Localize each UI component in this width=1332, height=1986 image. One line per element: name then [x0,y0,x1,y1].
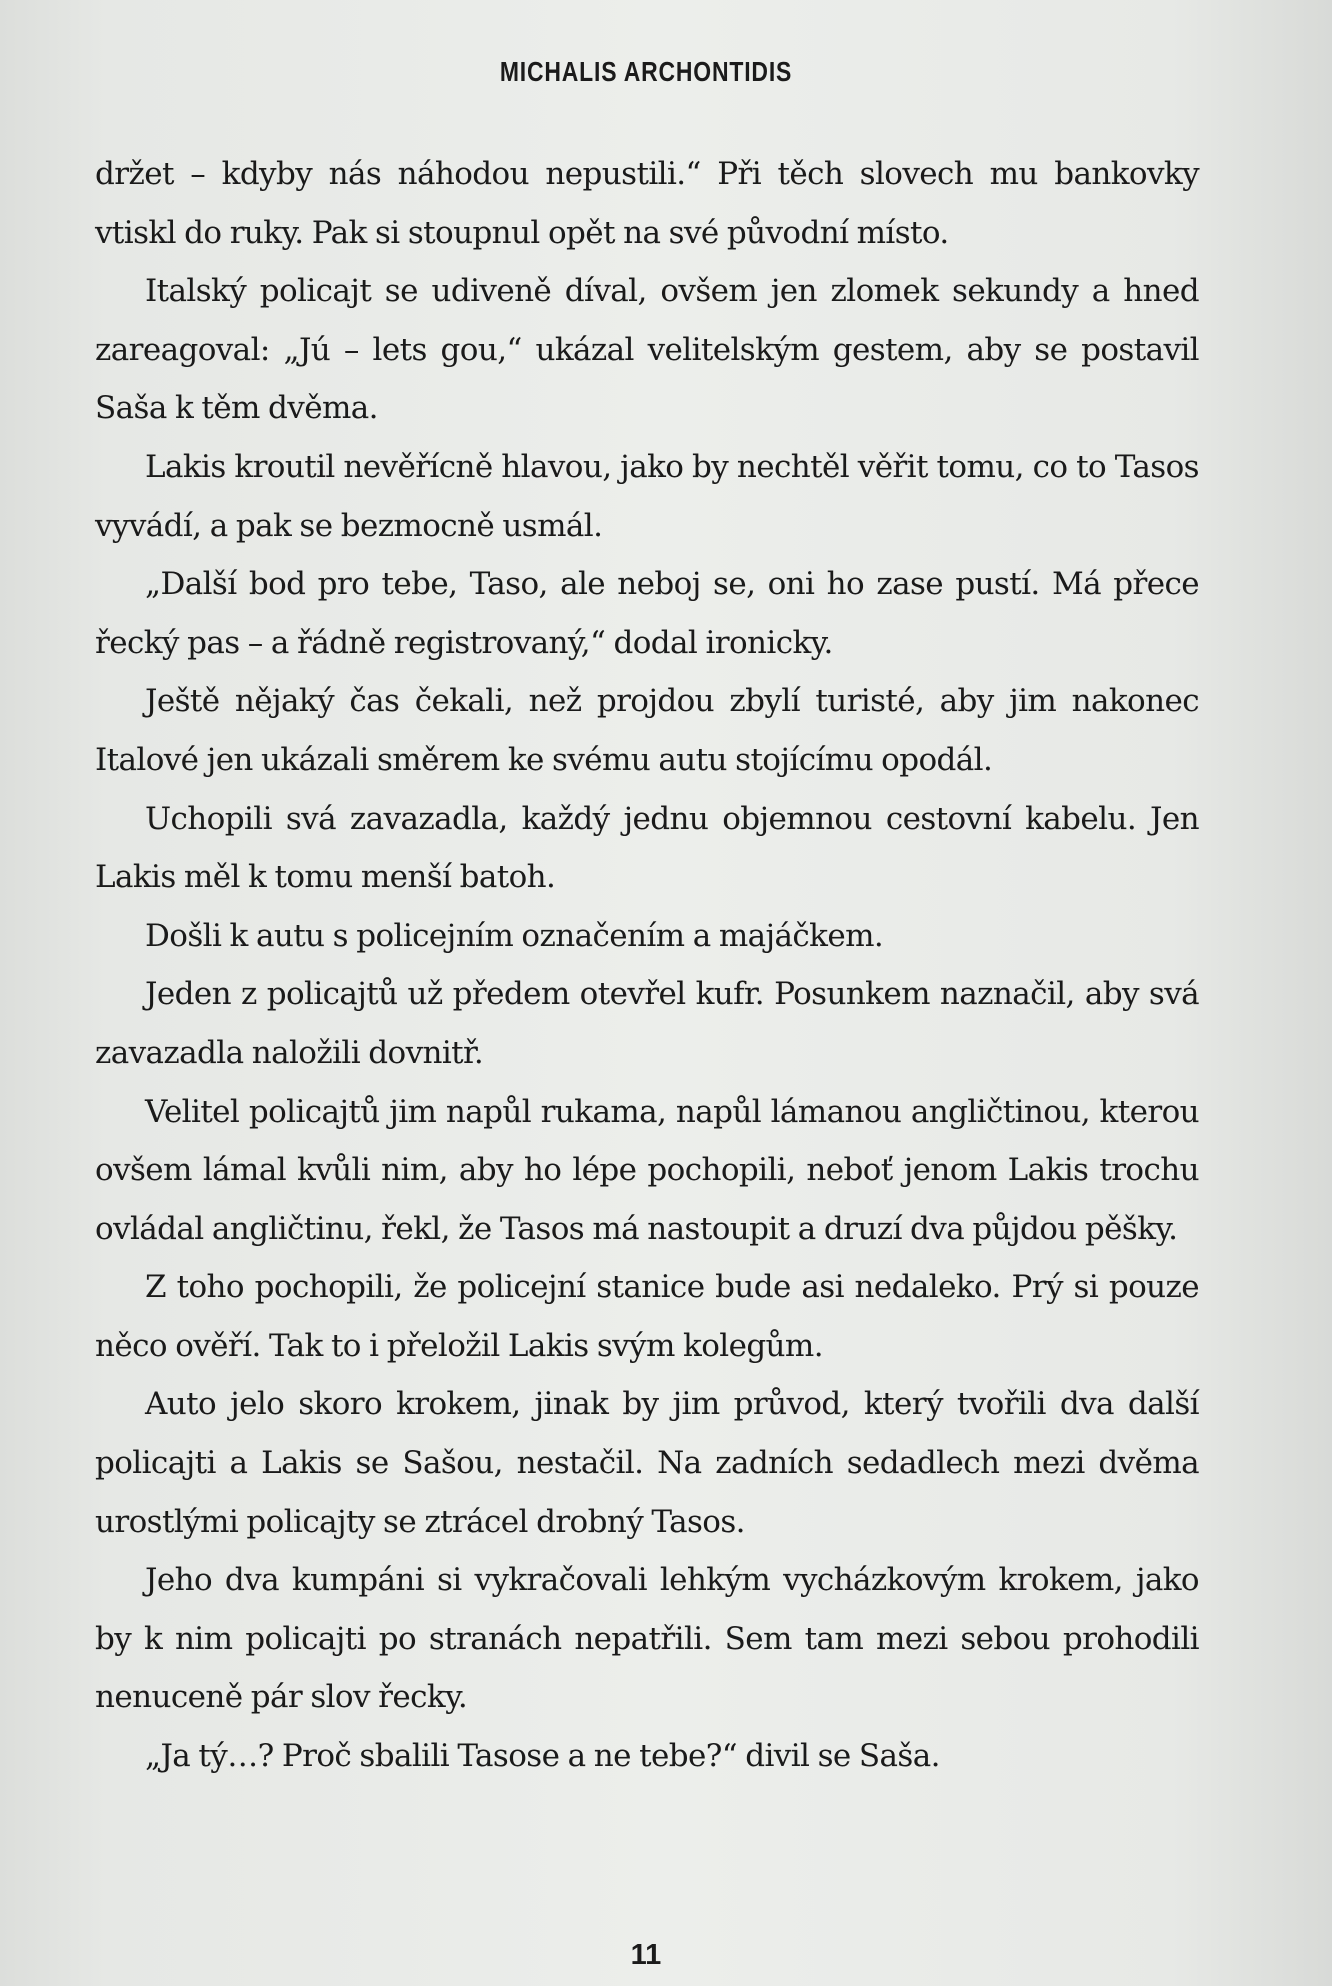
paragraph-10: Z toho pochopili, že policejní stanice bude asi nedaleko. Prý si pouze něco ověří. Tak to i přeložil Lakis svým kolegům. [95,1269,1199,1364]
paragraph-12: Jeho dva kumpáni si vykračovali lehkým vycházkovým krokem, jako by k nim policajti po stranách nepatřili. Sem tam mezi sebou prohodili nenuceně pár slov řecky. [95,1562,1199,1716]
paragraph-5: Ještě nějaký čas čekali, než projdou zbylí turisté, aby jim nakonec Italové jen ukázali směrem ke svému autu stojícímu opodál. [95,683,1199,778]
paragraph-4: „Další bod pro tebe, Taso, ale neboj se, oni ho zase pustí. Má přece řecký pas – a řádně registrovaný,“ dodal ironicky. [95,566,1199,661]
body-text [95,145,1199,1786]
page-number: 11 [630,1939,662,1971]
paragraph-11: Auto jelo skoro krokem, jinak by jim průvod, který tvořili dva další policajti a Lakis se Sašou, nestačil. Na zadních sedadlech mezi dvěma urostlými policajty se ztrácel drobný Tasos. [95,1386,1199,1540]
paragraph-2: Italský policajt se udiveně díval, ovšem jen zlomek sekundy a hned zareagoval: „Jú – lets gou,“ ukázal velitelským gestem, aby se postavil Saša k těm dvěma. [95,273,1199,427]
paragraph-13: „Ja tý…? Proč sbalili Tasose a ne tebe?“ divil se Saša. [145,1738,940,1775]
running-header-author: MICHALIS ARCHONTIDIS [499,56,793,87]
paragraph-7: Došli k autu s policejním označením a majáčkem. [145,917,884,954]
paragraph-3: Lakis kroutil nevěřícně hlavou, jako by nechtěl věřit tomu, co to Tasos vyvádí, a pak se bezmocně usmál. [95,448,1199,544]
paragraph-8: Jeden z policajtů už předem otevřel kufr. Posunkem naznačil, aby svá zavazadla naložili dovnitř. [95,976,1199,1071]
paragraph-6: Uchopili svá zavazadla, každý jednu objemnou cestovní kabelu. Jen Lakis měl k tomu menší batoh. [95,800,1199,896]
paragraph-1: držet – kdyby nás náhodou nepustili.“ Při těch slovech mu bankovky vtiskl do ruky. Pak si stoupnul opět na své původní místo. [95,156,1199,251]
paragraph-9: Velitel policajtů jim napůl rukama, napůl lámanou angličtinou, kterou ovšem lámal kvůli nim, aby ho lépe pochopili, neboť jenom Lakis trochu ovládal angličtinu, řekl, že Tasos má nastoupit a druzí dva půjdou pěšky. [95,1093,1199,1247]
